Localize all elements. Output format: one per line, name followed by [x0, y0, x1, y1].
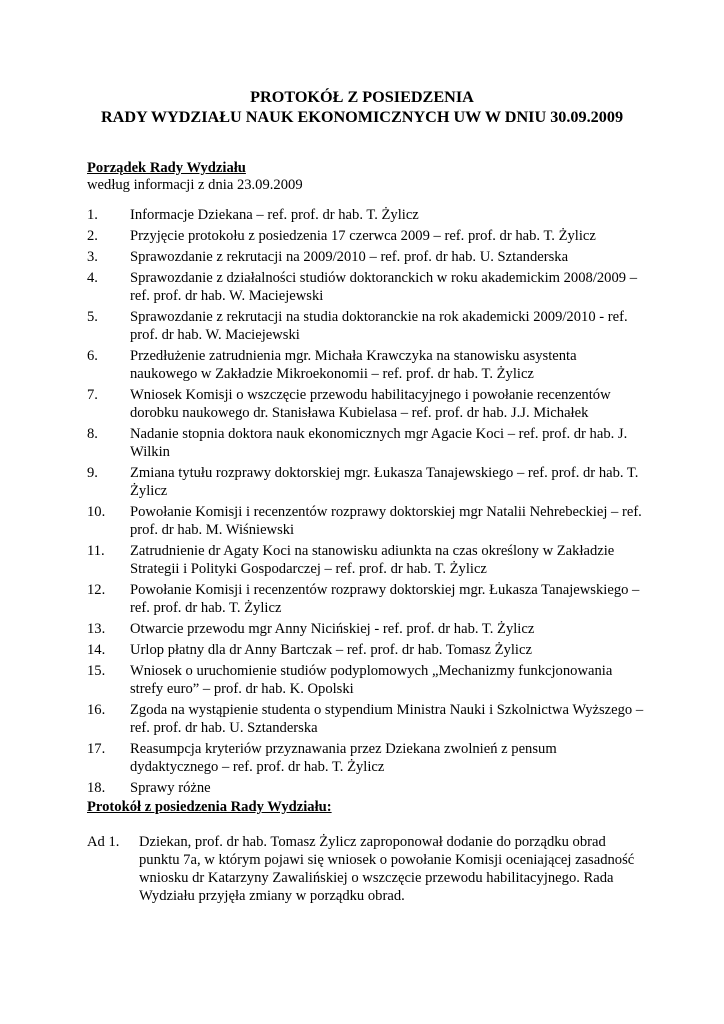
agenda-item-text: Urlop płatny dla dr Anny Bartczak – ref. prof. dr hab. Tomasz Żylicz: [130, 642, 532, 658]
agenda-item-number: 14.: [87, 642, 106, 658]
agenda-item: [0, 464, 724, 500]
agenda-item-text: Sprawozdanie z działalności studiów doktoranckich w roku akademickim 2008/2009 – ref. prof. dr hab. W. Maciejewski: [130, 270, 638, 304]
agenda-item: [0, 779, 724, 797]
agenda-item-text: Zgoda na wystąpienie studenta o stypendium Ministra Nauki i Szkolnictwa Wyższego – ref. prof. dr hab. U. Sztanderska: [130, 702, 644, 736]
agenda-item-number: 13.: [87, 621, 106, 637]
agenda-item: [0, 542, 724, 578]
agenda-item-number: 1.: [87, 207, 98, 223]
agenda-item: [0, 701, 724, 737]
agenda-item-text: Zmiana tytułu rozprawy doktorskiej mgr. Łukasza Tanajewskiego – ref. prof. dr hab. T. Żylicz: [130, 465, 639, 499]
agenda-item: [0, 425, 724, 461]
agenda-item-text: Powołanie Komisji i recenzentów rozprawy doktorskiej mgr. Łukasza Tanajewskiego – ref. prof. dr hab. T. Żylicz: [130, 582, 640, 616]
agenda-item-number: 3.: [87, 249, 98, 265]
agenda-item-text: Wniosek o uruchomienie studiów podyplomowych „Mechanizmy funkcjonowania strefy euro” – prof. dr hab. K. Opolski: [130, 663, 613, 697]
agenda-item-number: 5.: [87, 309, 98, 325]
agenda-item-text: Przyjęcie protokołu z posiedzenia 17 czerwca 2009 – ref. prof. dr hab. T. Żylicz: [130, 228, 596, 244]
agenda-item-number: 7.: [87, 387, 98, 403]
agenda-item: [0, 386, 724, 422]
agenda-item-text: Powołanie Komisji i recenzentów rozprawy doktorskiej mgr Natalii Nehrebeckiej – ref. prof. dr hab. M. Wiśniewski: [130, 504, 642, 538]
agenda-item-number: 9.: [87, 465, 98, 481]
agenda-item-text: Sprawozdanie z rekrutacji na 2009/2010 – ref. prof. dr hab. U. Sztanderska: [130, 249, 569, 265]
agenda-item-number: 15.: [87, 663, 106, 679]
agenda-item-number: 8.: [87, 426, 98, 442]
agenda-item-number: 17.: [87, 741, 106, 757]
agenda-item-text: Wniosek Komisji o wszczęcie przewodu habilitacyjnego i powołanie recenzentów dorobku naukowego dr. Stanisława Kubielasa – ref. prof. dr hab. J.J. Michałek: [130, 387, 611, 421]
agenda-item: [0, 206, 724, 224]
agenda-item: [0, 308, 724, 344]
protocol-heading: Protokół z posiedzenia Rady Wydziału:: [87, 799, 332, 815]
protocol-item-ad-1: [87, 833, 647, 905]
agenda-item-text: Sprawozdanie z rekrutacji na studia doktoranckie na rok akademicki 2009/2010 - ref. prof. dr hab. W. Maciejewski: [130, 309, 628, 343]
agenda-list: [0, 206, 724, 800]
agenda-item: [0, 620, 724, 638]
agenda-item-text: Otwarcie przewodu mgr Anny Nicińskiej - ref. prof. dr hab. T. Żylicz: [130, 621, 535, 637]
protocol-item-text: Dziekan, prof. dr hab. Tomasz Żylicz zaproponował dodanie do porządku obrad punktu 7a, w którym pojawi się wniosek o powołanie Komisji oceniającej zasadność wniosku dr Katarzyny Zawalińskiej o wszczęcie przewodu habilitacyjnego. Rada Wydziału przyjęła zmiany w porządku obrad.: [139, 834, 635, 904]
agenda-item-text: Nadanie stopnia doktora nauk ekonomicznych mgr Agacie Koci – ref. prof. dr hab. J. Wilkin: [130, 426, 628, 460]
document-title-line-2: RADY WYDZIAŁU NAUK EKONOMICZNYCH UW W DNIU 30.09.2009: [100, 108, 624, 126]
agenda-item: [0, 662, 724, 698]
agenda-item-number: 11.: [87, 543, 105, 559]
agenda-item-number: 10.: [87, 504, 106, 520]
agenda-item: [0, 347, 724, 383]
agenda-item-text: Sprawy różne: [130, 780, 211, 796]
agenda-item-text: Przedłużenie zatrudnienia mgr. Michała Krawczyka na stanowisku asystenta naukowego w Zakładzie Mikroekonomii – ref. prof. dr hab. T. Żylicz: [130, 348, 577, 382]
agenda-item: [0, 581, 724, 617]
agenda-item: [0, 503, 724, 539]
protocol-item-label: Ad 1.: [87, 834, 120, 850]
agenda-subheading: według informacji z dnia 23.09.2009: [87, 177, 303, 193]
agenda-item-text: Zatrudnienie dr Agaty Koci na stanowisku adiunkta na czas określony w Zakładzie Strategii i Polityki Gospodarczej – ref. prof. dr hab. T. Żylicz: [130, 543, 615, 577]
agenda-item-number: 6.: [87, 348, 98, 364]
agenda-heading: Porządek Rady Wydziału: [87, 160, 246, 176]
document-title-line-1: PROTOKÓŁ Z POSIEDZENIA: [250, 88, 474, 106]
agenda-item: [0, 641, 724, 659]
agenda-item-number: 2.: [87, 228, 98, 244]
agenda-item: [0, 269, 724, 305]
agenda-item-text: Informacje Dziekana – ref. prof. dr hab. T. Żylicz: [130, 207, 419, 223]
agenda-item-number: 16.: [87, 702, 106, 718]
agenda-item-text: Reasumpcja kryteriów przyznawania przez Dziekana zwolnień z pensum dydaktycznego – ref. prof. dr hab. T. Żylicz: [130, 741, 557, 775]
agenda-item: [0, 740, 724, 776]
agenda-item: [0, 227, 724, 245]
agenda-item-number: 4.: [87, 270, 98, 286]
agenda-item-number: 12.: [87, 582, 106, 598]
agenda-item-number: 18.: [87, 780, 106, 796]
agenda-item: [0, 248, 724, 266]
